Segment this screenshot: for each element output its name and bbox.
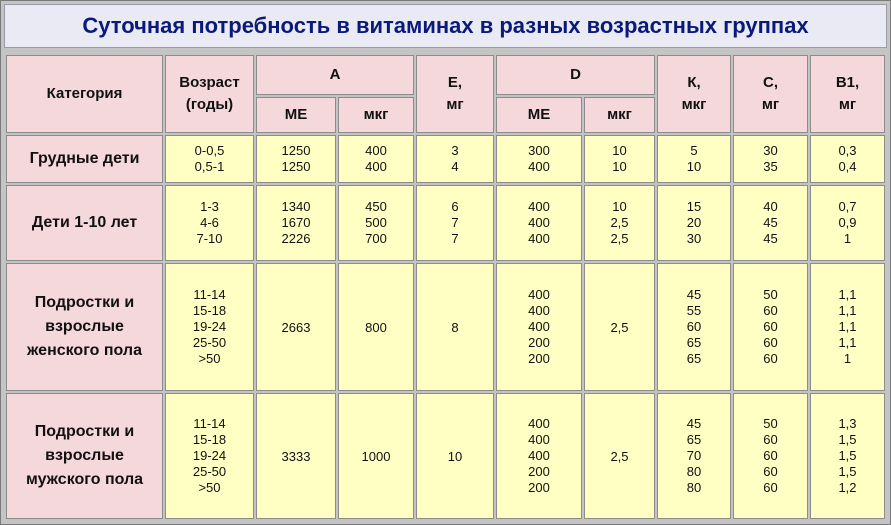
header-vitamin-k: К, мкг bbox=[657, 55, 731, 133]
a-me-cell: 3333 bbox=[256, 393, 336, 519]
age-cell: 11-14 15-18 19-24 25-50 >50 bbox=[165, 263, 254, 391]
e-cell: 8 bbox=[416, 263, 494, 391]
table-row bbox=[6, 263, 885, 391]
a-mkg-cell: 1000 bbox=[338, 393, 414, 519]
header-d-mkg: мкг bbox=[584, 97, 655, 133]
d-mkg-cell: 2,5 bbox=[584, 393, 655, 519]
category-cell: Грудные дети bbox=[6, 135, 163, 183]
header-age: Возраст (годы) bbox=[165, 55, 254, 133]
d-me-cell: 300 400 bbox=[496, 135, 582, 183]
header-vitamin-a: A bbox=[256, 55, 414, 95]
a-me-cell: 1250 1250 bbox=[256, 135, 336, 183]
age-cell: 1-3 4-6 7-10 bbox=[165, 185, 254, 261]
age-cell: 11-14 15-18 19-24 25-50 >50 bbox=[165, 393, 254, 519]
header-a-mkg: мкг bbox=[338, 97, 414, 133]
d-mkg-cell: 2,5 bbox=[584, 263, 655, 391]
k-cell: 45 55 60 65 65 bbox=[657, 263, 731, 391]
header-category: Категория bbox=[6, 55, 163, 133]
a-mkg-cell: 800 bbox=[338, 263, 414, 391]
header-d-me: МЕ bbox=[496, 97, 582, 133]
b1-cell: 1,3 1,5 1,5 1,5 1,2 bbox=[810, 393, 885, 519]
c-cell: 40 45 45 bbox=[733, 185, 808, 261]
k-cell: 15 20 30 bbox=[657, 185, 731, 261]
vitamin-table bbox=[4, 53, 887, 521]
table-row bbox=[6, 135, 885, 183]
table-row bbox=[6, 393, 885, 519]
d-me-cell: 400 400 400 bbox=[496, 185, 582, 261]
e-cell: 6 7 7 bbox=[416, 185, 494, 261]
d-me-cell: 400 400 400 200 200 bbox=[496, 393, 582, 519]
b1-cell: 0,3 0,4 bbox=[810, 135, 885, 183]
e-cell: 10 bbox=[416, 393, 494, 519]
d-mkg-cell: 10 10 bbox=[584, 135, 655, 183]
k-cell: 45 65 70 80 80 bbox=[657, 393, 731, 519]
a-me-cell: 2663 bbox=[256, 263, 336, 391]
header-row-top bbox=[6, 55, 885, 95]
header-vitamin-c: С, мг bbox=[733, 55, 808, 133]
category-cell: Дети 1-10 лет bbox=[6, 185, 163, 261]
d-mkg-cell: 10 2,5 2,5 bbox=[584, 185, 655, 261]
b1-cell: 1,1 1,1 1,1 1,1 1 bbox=[810, 263, 885, 391]
c-cell: 50 60 60 60 60 bbox=[733, 263, 808, 391]
page-title: Суточная потребность в витаминах в разных возрастных группах bbox=[4, 4, 887, 48]
e-cell: 3 4 bbox=[416, 135, 494, 183]
a-me-cell: 1340 1670 2226 bbox=[256, 185, 336, 261]
k-cell: 5 10 bbox=[657, 135, 731, 183]
age-cell: 0-0,5 0,5-1 bbox=[165, 135, 254, 183]
d-me-cell: 400 400 400 200 200 bbox=[496, 263, 582, 391]
header-vitamin-d: D bbox=[496, 55, 655, 95]
c-cell: 50 60 60 60 60 bbox=[733, 393, 808, 519]
c-cell: 30 35 bbox=[733, 135, 808, 183]
header-vitamin-e: E, мг bbox=[416, 55, 494, 133]
a-mkg-cell: 400 400 bbox=[338, 135, 414, 183]
table-row bbox=[6, 185, 885, 261]
header-vitamin-b1: В1, мг bbox=[810, 55, 885, 133]
header-a-me: МЕ bbox=[256, 97, 336, 133]
b1-cell: 0,7 0,9 1 bbox=[810, 185, 885, 261]
a-mkg-cell: 450 500 700 bbox=[338, 185, 414, 261]
category-cell: Подростки и взрослые женского пола bbox=[6, 263, 163, 391]
category-cell: Подростки и взрослые мужского пола bbox=[6, 393, 163, 519]
